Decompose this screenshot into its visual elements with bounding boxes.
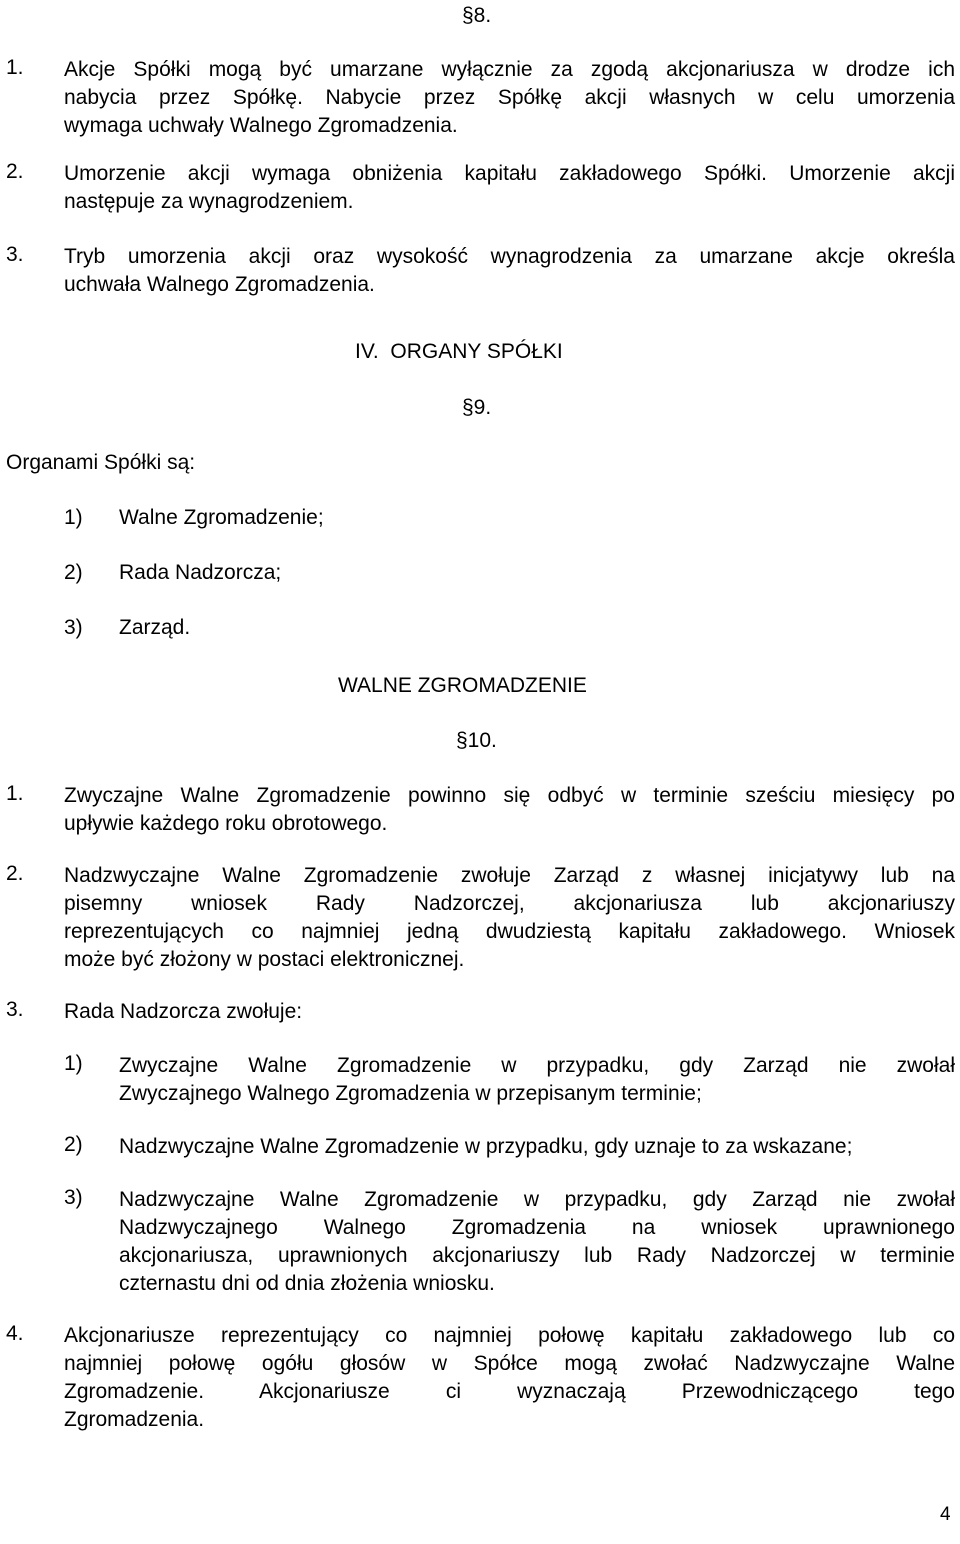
text-line: Rada Nadzorcza zwołuje: xyxy=(64,1000,303,1023)
section-10-item-3 xyxy=(6,998,955,1026)
text-line: Zwyczajne Walne Zgromadzenie powinno się odbyć w terminie sześciu miesięcy po xyxy=(64,784,955,807)
text-line: Umorzenie akcji wymaga obniżenia kapitału zakładowego Spółki. Umorzenie akcji xyxy=(64,162,955,185)
text-line: Nadzwyczajnego Walnego Zgromadzenia na wniosek uprawnionego xyxy=(119,1216,955,1239)
item-number: 3. xyxy=(6,243,24,266)
text-line: Akcjonariusze reprezentujący co najmniej połowę kapitału zakładowego lub co xyxy=(64,1324,955,1347)
section-10-item-4 xyxy=(6,1322,955,1434)
text-line: Nadzwyczajne Walne Zgromadzenie zwołuje Zarząd z własnej inicjatywy lub na xyxy=(64,864,955,887)
organ-item-2 xyxy=(64,561,83,585)
text-line: najmniej połowę ogółu głosów w Spółce mogą zwołać Nadzwyczajne Walne xyxy=(64,1352,955,1375)
item-number: 2. xyxy=(6,862,24,885)
section-8-item-3 xyxy=(6,243,955,299)
item-number: 2) xyxy=(64,561,83,584)
text-line: pisemny wniosek Rady Nadzorczej, akcjonariusza lub akcjonariuszy xyxy=(64,892,955,915)
text-line: nabycia przez Spółkę. Nabycie przez Spółkę akcji własnych w celu umorzenia xyxy=(64,86,955,109)
text-line: Nadzwyczajne Walne Zgromadzenie w przypadku, gdy uznaje to za wskazane; xyxy=(119,1135,853,1158)
chapter-4-title: IV. ORGANY SPÓŁKI xyxy=(355,340,563,363)
text-line: uchwała Walnego Zgromadzenia. xyxy=(64,273,375,296)
organ-label-1: Walne Zgromadzenie; xyxy=(119,506,324,529)
walne-title: WALNE ZGROMADZENIE xyxy=(338,674,587,697)
text-line: Nadzwyczajne Walne Zgromadzenie w przypadku, gdy Zarząd nie zwołał xyxy=(119,1188,955,1211)
item-number: 3) xyxy=(64,1186,83,1209)
sub-item-3 xyxy=(64,1186,955,1298)
page-number: 4 xyxy=(940,1504,951,1525)
sub-item-1 xyxy=(64,1052,955,1108)
organs-intro: Organami Spółki są: xyxy=(6,451,196,474)
item-number: 3) xyxy=(64,616,83,639)
item-number: 2) xyxy=(64,1133,83,1156)
text-line: czternastu dni od dnia złożenia wniosku. xyxy=(119,1272,495,1295)
section-9-heading: §9. xyxy=(462,396,492,419)
text-line: następuje za wynagrodzeniem. xyxy=(64,190,354,213)
section-8-item-1 xyxy=(6,56,955,140)
text-line: Tryb umorzenia akcji oraz wysokość wynagrodzenia za umarzane akcje określa xyxy=(64,245,955,268)
organ-item-3 xyxy=(64,616,83,640)
section-8-item-2 xyxy=(6,160,955,216)
organ-item-1 xyxy=(64,506,83,530)
text-line: upływie każdego roku obrotowego. xyxy=(64,812,388,835)
section-10-heading: §10. xyxy=(456,729,497,752)
item-number: 2. xyxy=(6,160,24,183)
text-line: wymaga uchwały Walnego Zgromadzenia. xyxy=(64,114,458,137)
text-line: akcjonariusza, uprawnionych akcjonariuszy lub Rady Nadzorczej w terminie xyxy=(119,1244,955,1267)
section-8-heading: §8. xyxy=(462,4,492,27)
text-line: Akcje Spółki mogą być umarzane wyłącznie za zgodą akcjonariusza w drodze ich xyxy=(64,58,955,81)
organ-label-2: Rada Nadzorcza; xyxy=(119,561,282,584)
item-number: 3. xyxy=(6,998,24,1021)
item-number: 1) xyxy=(64,506,83,529)
text-line: reprezentujących co najmniej jedną dwudziestą kapitału zakładowego. Wniosek xyxy=(64,920,955,943)
text-line: Zgromadzenie. Akcjonariusze ci wyznaczają Przewodniczącego tego xyxy=(64,1380,955,1403)
text-line: Zgromadzenia. xyxy=(64,1408,205,1431)
sub-item-2 xyxy=(64,1133,955,1161)
item-number: 1. xyxy=(6,56,24,79)
section-10-item-1 xyxy=(6,782,955,838)
text-line: Zwyczajnego Walnego Zgromadzenia w przepisanym terminie; xyxy=(119,1082,702,1105)
item-number: 1) xyxy=(64,1052,83,1075)
section-10-item-2 xyxy=(6,862,955,974)
item-number: 1. xyxy=(6,782,24,805)
text-line: Zwyczajne Walne Zgromadzenie w przypadku, gdy Zarząd nie zwołał xyxy=(119,1054,955,1077)
text-line: może być złożony w postaci elektronicznej. xyxy=(64,948,465,971)
item-number: 4. xyxy=(6,1322,24,1345)
organ-label-3: Zarząd. xyxy=(119,616,191,639)
